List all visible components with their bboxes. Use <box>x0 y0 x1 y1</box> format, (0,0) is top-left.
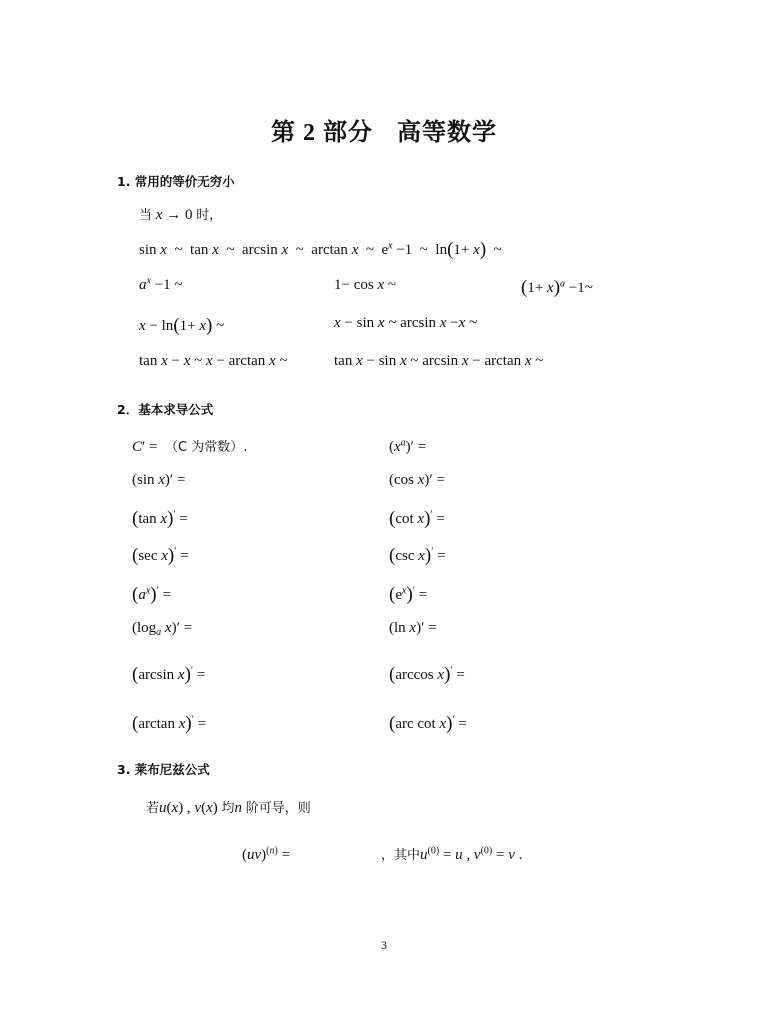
deriv-arccot: (arc cot x)′ = <box>389 713 467 734</box>
deriv-constant: C′ = （C 为常数）. <box>132 439 248 455</box>
leibniz-formula-lhs: (uv)$^{(n)}$ = <box>242 845 291 863</box>
equiv-tan-minus-sin: tan x − sin x ~ arcsin x − arctan x ~ <box>334 353 544 369</box>
deriv-tan: (tan x)′ = <box>132 508 188 529</box>
deriv-power: $(x^a)'$ = <box>389 437 427 455</box>
title-subject: 高等数学 <box>397 120 497 146</box>
deriv-log-a: ($\log_a$ x)′ = <box>132 620 193 638</box>
section-3-heading: 3. 莱布尼兹公式 <box>117 762 210 777</box>
deriv-arctan: (arctan x)′ = <box>132 713 207 734</box>
equiv-x-minus-ln: x − ln(1+ x) ~ <box>139 315 225 336</box>
equiv-binomial: $(1+ x)^a$ −1~ <box>521 277 593 298</box>
title-part: 第 2 部分 <box>271 120 373 146</box>
deriv-a-pow-x: $(a^x)'$ = <box>132 584 172 605</box>
deriv-arccos: (arccos x)′ = <box>389 664 465 685</box>
section-1-heading: 1. 常用的等价无穷小 <box>117 174 235 189</box>
deriv-cos: (cos x)′ = <box>389 472 445 488</box>
deriv-cot: (cot x)′ = <box>389 508 445 529</box>
page-title <box>0 112 768 147</box>
deriv-sec: (sec x)′ = <box>132 545 189 566</box>
equiv-a-pow-x: $a^x -1$ ~ <box>139 275 183 293</box>
deriv-csc: (csc x)′ = <box>389 545 446 566</box>
deriv-sin: (sin x)′ = <box>132 472 186 488</box>
section-2-heading: 2．基本求导公式 <box>117 402 214 417</box>
equiv-one-minus-cos: 1− cos x ~ <box>334 277 397 293</box>
equiv-x-minus-sin: x − sin x ~ arcsin x −x ~ <box>334 315 478 331</box>
deriv-ln: (ln x)′ = <box>389 620 437 636</box>
leibniz-formula-note: ，其中$u^{(0)} = u$ , $v^{(0)} = v$ . <box>381 845 523 863</box>
equiv-tan-minus-x: tan x − x ~ x − arctan x ~ <box>139 353 288 369</box>
limit-condition: 当 x → 0 时， <box>139 207 223 223</box>
deriv-exp: $(e^x)'$ = <box>389 584 428 605</box>
page-number: 3 <box>381 938 387 952</box>
deriv-arcsin: (arcsin x)′ = <box>132 664 206 685</box>
leibniz-condition: 若u(x) , v(x) 均n 阶可导，则 <box>146 800 311 816</box>
equivalence-chain: sin x ~ tan x ~ arcsin x ~ arctan x ~ $e^x -1$ ~ ln(1+ x) ~ <box>139 239 502 260</box>
